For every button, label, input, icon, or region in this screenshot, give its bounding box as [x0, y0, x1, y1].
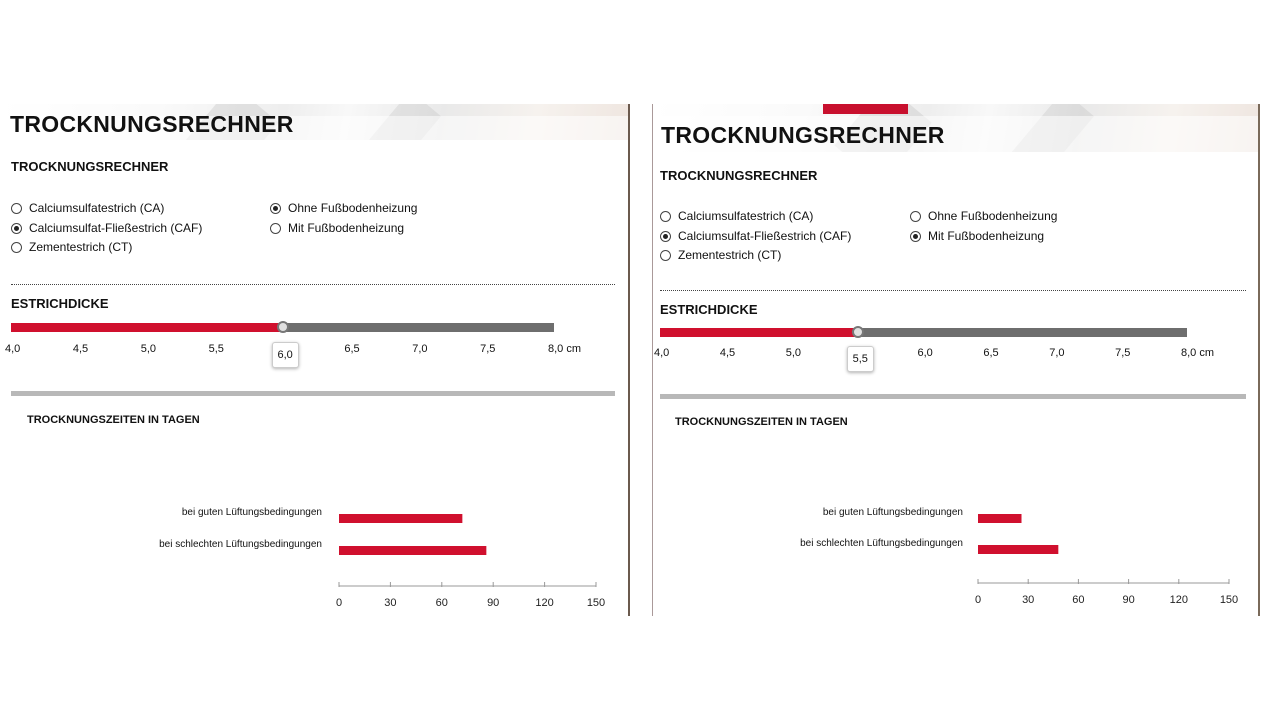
calculator-panel-right — [652, 104, 1260, 616]
radio-material-ct[interactable] — [11, 240, 132, 254]
thickness-slider-handle[interactable] — [277, 321, 289, 333]
thickness-tick-label: 6,5 — [344, 343, 360, 355]
radio-heating-with[interactable] — [910, 229, 1044, 243]
drying-time-chart — [963, 494, 1253, 614]
bar-bad-ventilation — [978, 545, 1058, 554]
thickness-tick-label: 4,5 — [719, 347, 736, 359]
header-title: TROCKNUNGSRECHNER — [10, 111, 294, 137]
thickness-slider-handle[interactable] — [852, 326, 864, 338]
x-axis-tick-label: 150 — [1219, 594, 1239, 606]
section-divider — [660, 290, 1246, 291]
x-axis-tick-label: 90 — [1122, 594, 1135, 606]
x-axis-tick-label: 120 — [535, 597, 554, 609]
radio-label: Mit Fußbodenheizung — [288, 221, 405, 235]
section-title: TROCKNUNGSRECHNER — [660, 168, 818, 183]
radio-label: Ohne Fußbodenheizung — [928, 209, 1058, 223]
bar-good-ventilation — [978, 514, 1022, 523]
x-axis-tick-label: 120 — [1169, 594, 1188, 606]
radio-label: Calciumsulfatestrich (CA) — [29, 201, 165, 215]
radio-label: Zementestrich (CT) — [29, 240, 133, 254]
x-axis-tick-label: 30 — [1022, 594, 1035, 606]
radio-material-ca[interactable] — [11, 201, 164, 215]
thickness-tick-label: 6,0 — [917, 347, 933, 359]
thickness-value-bubble: 5,5 — [847, 346, 874, 372]
thickness-slider-track[interactable] — [11, 323, 554, 332]
radio-material-caf[interactable] — [660, 229, 851, 243]
thickness-tick-label: 7,0 — [412, 343, 428, 355]
section-divider — [11, 284, 615, 285]
radio-circle-icon[interactable] — [910, 231, 921, 242]
bar-label-good-ventilation: bei guten Lüftungsbedingungen — [181, 507, 322, 518]
thickness-slider-fill — [11, 323, 283, 332]
thickness-tick-label: 6,5 — [983, 347, 999, 359]
radio-label: Calciumsulfat-Fließestrich (CAF) — [29, 221, 203, 235]
header-banner — [653, 104, 1258, 152]
calculator-panel-left — [0, 104, 630, 616]
thickness-tick-label: 4,5 — [72, 343, 89, 355]
radio-heating-with[interactable] — [270, 221, 404, 235]
thickness-title: ESTRICHDICKE — [11, 296, 109, 311]
bar-label-bad-ventilation: bei schlechten Lüftungsbedingungen — [159, 539, 322, 550]
x-axis-tick-label: 0 — [974, 594, 982, 606]
bar-label-good-ventilation: bei guten Lüftungsbedingungen — [822, 507, 963, 518]
thickness-tick-label: 5,5 — [208, 343, 224, 355]
header-banner — [0, 104, 628, 140]
chart-title: TROCKNUNGSZEITEN IN TAGEN — [27, 414, 200, 426]
thickness-tick-label: 4,0 — [654, 347, 670, 359]
radio-circle-icon[interactable] — [660, 231, 671, 242]
bar-good-ventilation — [339, 514, 462, 523]
section-title: TROCKNUNGSRECHNER — [11, 159, 169, 174]
drying-time-chart — [320, 494, 620, 614]
x-axis-tick-label: 90 — [487, 597, 500, 609]
radio-material-ca[interactable] — [660, 209, 813, 223]
radio-material-ct[interactable] — [660, 248, 781, 262]
x-axis-tick-label: 30 — [384, 597, 397, 609]
radio-circle-icon[interactable] — [660, 211, 671, 222]
thickness-slider-track[interactable] — [660, 328, 1187, 337]
thickness-tick-label: 7,0 — [1049, 347, 1065, 359]
thickness-tick-label: 7,5 — [480, 343, 496, 355]
thickness-value-bubble: 6,0 — [272, 342, 299, 368]
radio-circle-icon[interactable] — [11, 223, 22, 234]
x-axis-tick-label: 60 — [435, 597, 448, 609]
thickness-tick-label: 5,0 — [785, 347, 802, 359]
radio-label: Calciumsulfatestrich (CA) — [678, 209, 814, 223]
chart-divider — [660, 394, 1246, 399]
radio-heating-without[interactable] — [270, 201, 417, 215]
bar-label-bad-ventilation: bei schlechten Lüftungsbedingungen — [800, 538, 963, 549]
chart-divider — [11, 391, 615, 396]
radio-label: Zementestrich (CT) — [678, 248, 782, 262]
radio-circle-icon[interactable] — [910, 211, 921, 222]
thickness-tick-label: 7,5 — [1115, 347, 1131, 359]
radio-label: Calciumsulfat-Fließestrich (CAF) — [678, 229, 852, 243]
thickness-title: ESTRICHDICKE — [660, 302, 758, 317]
x-axis-tick-label: 0 — [335, 597, 343, 609]
radio-circle-icon[interactable] — [11, 242, 22, 253]
radio-circle-icon[interactable] — [660, 250, 671, 261]
x-axis-tick-label: 60 — [1072, 594, 1085, 606]
thickness-slider-fill — [660, 328, 858, 337]
header-decoration — [823, 104, 908, 114]
header-title: TROCKNUNGSRECHNER — [661, 122, 945, 148]
thickness-tick-label: 8,0 cm — [548, 343, 582, 355]
radio-heating-without[interactable] — [910, 209, 1057, 223]
thickness-tick-label: 5,0 — [140, 343, 157, 355]
radio-material-caf[interactable] — [11, 221, 202, 235]
radio-circle-icon[interactable] — [270, 203, 281, 214]
thickness-tick-label: 8,0 cm — [1181, 347, 1215, 359]
bar-bad-ventilation — [339, 546, 486, 555]
thickness-tick-label: 4,0 — [5, 343, 21, 355]
radio-circle-icon[interactable] — [270, 223, 281, 234]
radio-circle-icon[interactable] — [11, 203, 22, 214]
radio-label: Mit Fußbodenheizung — [928, 229, 1045, 243]
radio-label: Ohne Fußbodenheizung — [288, 201, 418, 215]
chart-title: TROCKNUNGSZEITEN IN TAGEN — [675, 416, 848, 428]
x-axis-tick-label: 150 — [586, 597, 606, 609]
